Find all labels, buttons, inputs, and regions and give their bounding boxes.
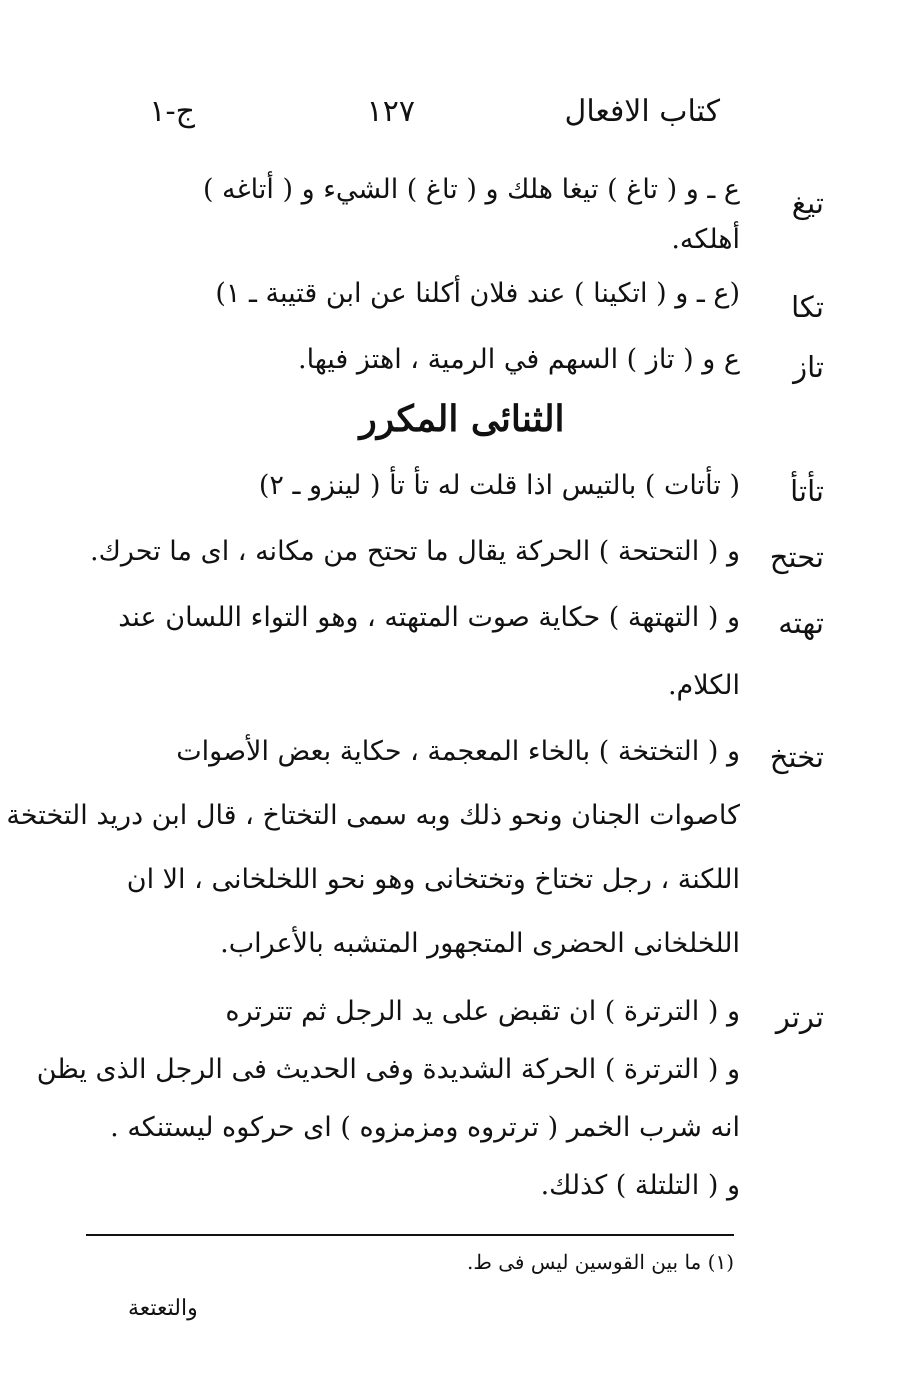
entry-text-line: اللكنة ، رجل تختاخ وتختخانى وهو نحو اللخلخانى ، الا ان: [126, 864, 740, 895]
entry-keyword: تأتأ: [790, 474, 824, 508]
catchword: والتعتعة: [128, 1296, 198, 1321]
entry-text-line: أهلكه.: [671, 224, 740, 255]
running-header: [110, 94, 720, 138]
entry-text-line: كاصوات الجنان ونحو ذلك وبه سمى التختاخ ، قال ابن دريد التختخة: [6, 800, 740, 831]
entry-keyword: تهته: [778, 606, 824, 640]
entry-text-line: و ( التهتهة ) حكاية صوت المتهته ، وهو التواء اللسان عند: [118, 602, 740, 633]
entry-text-line: و ( التختخة ) بالخاء المعجمة ، حكاية بعض الأصوات: [176, 736, 740, 767]
dictionary-entry: [36, 996, 824, 1226]
dictionary-entry: [94, 602, 824, 701]
entry-keyword: تيغ: [791, 186, 824, 220]
entry-text-line: ( تأتات ) بالتيس اذا قلت له تأ تأ ( لينزو ـ ٢): [258, 470, 740, 501]
entry-text-line: ع و ( تاز ) السهم في الرمية ، اهتز فيها.: [298, 344, 740, 375]
entry-keyword: ترتر: [775, 1000, 824, 1034]
entry-text-line: و ( التلتلة ) كذلك.: [540, 1170, 740, 1201]
entry-text-line: و ( الترترة ) الحركة الشديدة وفى الحديث فى الرجل الذى يظن: [36, 1054, 740, 1085]
volume-marker: ج-١: [149, 94, 195, 129]
book-title: كتاب الافعال: [564, 94, 720, 129]
entry-text-line: الكلام.: [667, 670, 740, 701]
section-heading: الثنائى المكرر: [359, 398, 565, 440]
entry-keyword: تاز: [793, 350, 824, 384]
entry-text-line: و ( التحتحة ) الحركة يقال ما تحتح من مكانه ، اى ما تحرك.: [90, 536, 740, 567]
entry-text-line: (ع ـ و ( اتكينا ) عند فلان أكلنا عن ابن قتيبة ـ ١): [215, 278, 740, 309]
footnote: (١) ما بين القوسين ليس فى ط.: [467, 1250, 734, 1274]
page-number: ١٢٧: [366, 94, 415, 129]
entry-keyword: تكا: [791, 290, 824, 324]
footnote-divider: [86, 1234, 734, 1236]
entry-keyword: تحتح: [769, 540, 824, 574]
entry-text-line: و ( الترترة ) ان تقبض على يد الرجل ثم تترتره: [225, 996, 740, 1027]
dictionary-entry: [94, 168, 824, 255]
dictionary-entry: [6, 736, 824, 966]
entry-text-line: انه شرب الخمر ( ترتروه ومزمزوه ) اى حركوه ليستنكه .: [110, 1112, 740, 1143]
entry-keyword: تختخ: [769, 740, 824, 774]
entry-text-line: ع ـ و ( تاغ ) تيغا هلك و ( تاغ ) الشيء و ( أتاغه ): [202, 174, 740, 205]
entry-text-line: اللخلخانى الحضرى المتجهور المتشبه بالأعراب.: [220, 928, 740, 959]
